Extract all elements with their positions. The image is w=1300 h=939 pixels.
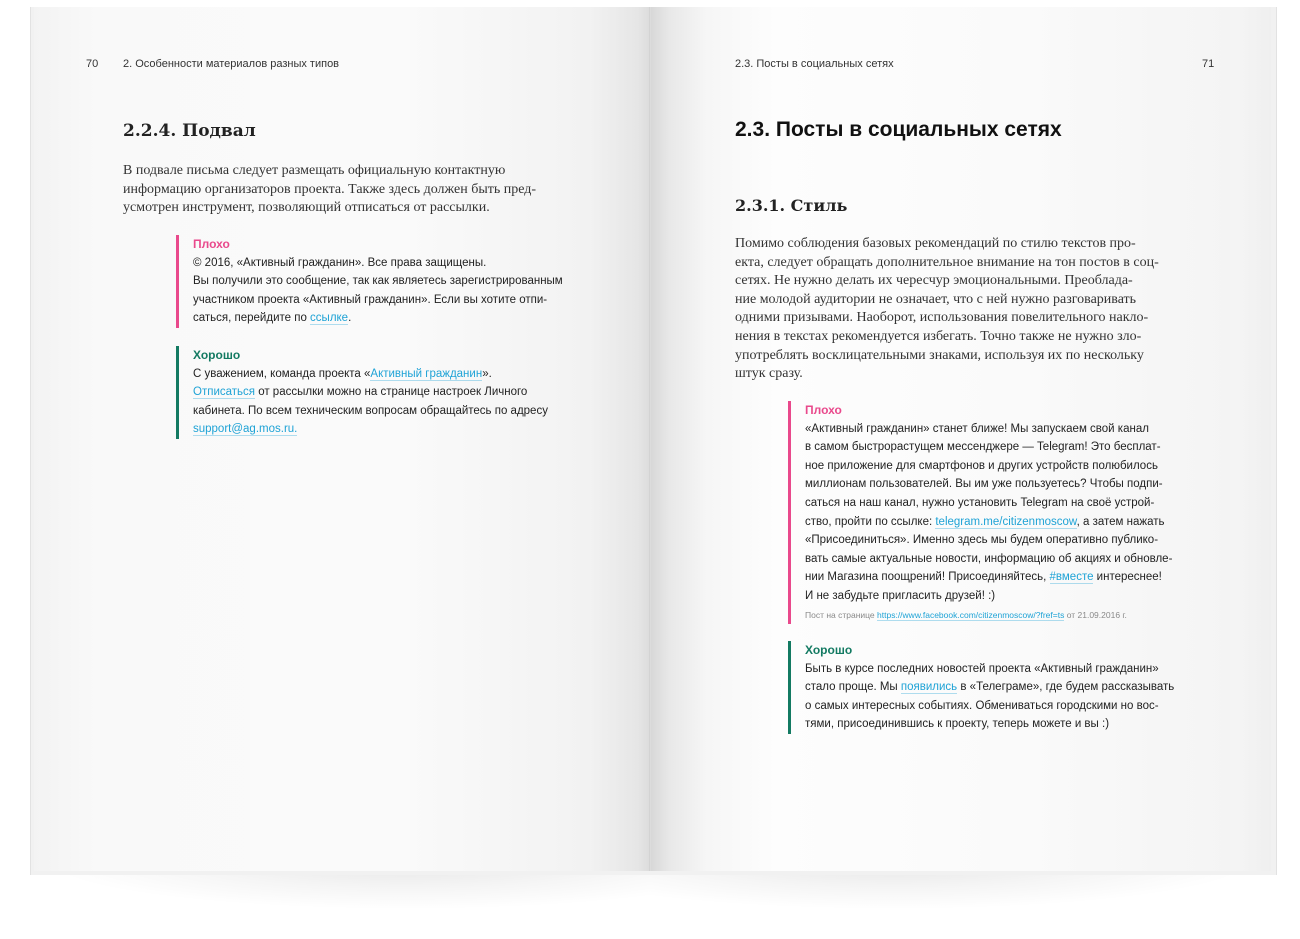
example-line — [805, 513, 1172, 532]
example-line: И не забудьте пригласить друзей! :) — [805, 589, 996, 602]
right-body-paragraph — [735, 235, 1159, 384]
right-running-head: 2.3. Посты в социальных сетях — [735, 58, 894, 70]
example-line — [805, 678, 1174, 697]
example-text: нии Магазина поощрений! Присоединяйтесь, — [805, 571, 1050, 584]
source-footnote — [805, 606, 1172, 624]
link-telegram[interactable]: telegram.me/citizenmoscow — [935, 515, 1077, 528]
right-bad-example — [788, 401, 1172, 624]
link-hashtag-vmeste[interactable]: #вместе — [1049, 571, 1094, 584]
example-line: кабинета. По всем техническим вопросам обращайтесь по адресу — [193, 404, 548, 417]
left-bad-example — [176, 235, 563, 328]
example-line: миллионам пользователей. Вы им уже пользуетесь? Чтобы подпи- — [805, 478, 1163, 491]
left-page-number: 70 — [86, 58, 99, 70]
footnote-text: от 21.09.2016 г. — [1064, 609, 1127, 620]
right-subheading: 2.3.1. Стиль — [735, 196, 848, 215]
left-good-example — [176, 346, 548, 439]
paragraph-line: нения в текстах рекомендуется избегать. Точно также не нужно зло- — [735, 328, 1142, 344]
example-line: о самых интересных событиях. Обмениваться городскими но вос- — [805, 699, 1159, 712]
example-line: участником проекта «Активный гражданин». Если вы хотите отпи- — [193, 293, 548, 306]
link-facebook[interactable]: https://www.facebook.com/citizenmoscow/?fref=ts — [877, 609, 1065, 620]
example-line: © 2016, «Активный гражданин». Все права защищены. — [193, 256, 487, 269]
example-line — [193, 383, 548, 402]
paragraph-line: сетях. Не нужно делать их чересчур эмоциональными. Преоблада- — [735, 273, 1133, 289]
left-section-heading: 2.2.4. Подвал — [123, 121, 256, 141]
paragraph-line: употреблять восклицательными знаками, используя их по нескольку — [735, 347, 1144, 363]
paragraph-line: В подвале письма следует размещать официальную контактную — [123, 163, 506, 178]
example-text: ». — [482, 367, 492, 380]
example-line: тями, присоединившись к проекту, теперь можете и вы :) — [805, 718, 1110, 731]
example-text: саться, перейдите по — [193, 312, 311, 325]
example-text: интереснее! — [1093, 571, 1162, 584]
paragraph-line: ние молодой аудитории не означает, что с ней нужно разговаривать — [735, 291, 1137, 307]
example-line: вать самые актуальные новости, информацию об акциях и обновле- — [805, 552, 1173, 565]
link-active-citizen[interactable]: Активный гражданин — [370, 367, 483, 380]
example-line: Вы получили это сообщение, так как являетесь зарегистрированным — [193, 275, 563, 288]
paragraph-line: Помимо соблюдения базовых рекомендаций по стилю текстов про- — [735, 236, 1136, 251]
footnote-text: Пост на странице — [805, 609, 878, 620]
example-line — [193, 420, 548, 439]
example-line: «Присоединиться». Именно здесь мы будем оперативно публико- — [805, 534, 1159, 547]
example-line — [193, 365, 548, 384]
example-line: ное приложение для смартфонов и других устройств полюбилось — [805, 459, 1158, 472]
link-support-email[interactable]: support@ag.mos.ru. — [193, 423, 298, 436]
example-line — [805, 568, 1172, 587]
right-page-number: 71 — [1202, 58, 1215, 70]
left-running-head: 2. Особенности материалов разных типов — [123, 58, 340, 70]
paragraph-line: одними призывами. Наоборот, использования повелительного накло- — [735, 310, 1149, 326]
bad-example-label: Плохо — [805, 403, 842, 417]
right-good-example — [788, 641, 1174, 734]
bad-example-label: Плохо — [193, 237, 230, 251]
example-line: саться на наш канал, нужно установить Telegram на своё устрой- — [805, 496, 1155, 509]
example-text: в «Телеграме», где будем рассказывать — [957, 681, 1175, 694]
example-line: в самом быстрорастущем мессенджере — Telegram! Это бесплат- — [805, 441, 1161, 454]
paragraph-line: екта, следует обращать дополнительное внимание на тон постов в соц- — [735, 254, 1159, 270]
example-line: Быть в курсе последних новостей проекта «Активный гражданин» — [805, 662, 1159, 675]
example-text: ство, пройти по ссылке: — [805, 515, 936, 528]
example-line — [193, 309, 563, 328]
example-text: стало проще. Мы — [805, 681, 901, 694]
example-text: . — [348, 312, 352, 325]
example-text: от рассылки можно на странице настроек Личного — [255, 386, 528, 399]
link-appeared[interactable]: появились — [900, 681, 958, 694]
paragraph-line: информацию организаторов проекта. Также здесь должен быть пред- — [123, 181, 537, 197]
example-line: «Активный гражданин» станет ближе! Мы запускаем свой канал — [805, 422, 1149, 435]
paragraph-line: усмотрен инструмент, позволяющий отписаться от рассылки. — [123, 200, 490, 216]
example-text: , а затем нажать — [1076, 515, 1165, 528]
paragraph-line: штук сразу. — [735, 366, 803, 382]
link-ssylke[interactable]: ссылке — [310, 312, 349, 325]
good-example-label: Хорошо — [193, 348, 241, 362]
left-body-paragraph — [123, 162, 536, 218]
good-example-label: Хорошо — [805, 643, 853, 657]
right-section-heading: 2.3. Посты в социальных сетях — [735, 118, 1062, 141]
example-text: С уважением, команда проекта « — [193, 367, 371, 380]
link-unsubscribe[interactable]: Отписаться — [193, 386, 255, 399]
